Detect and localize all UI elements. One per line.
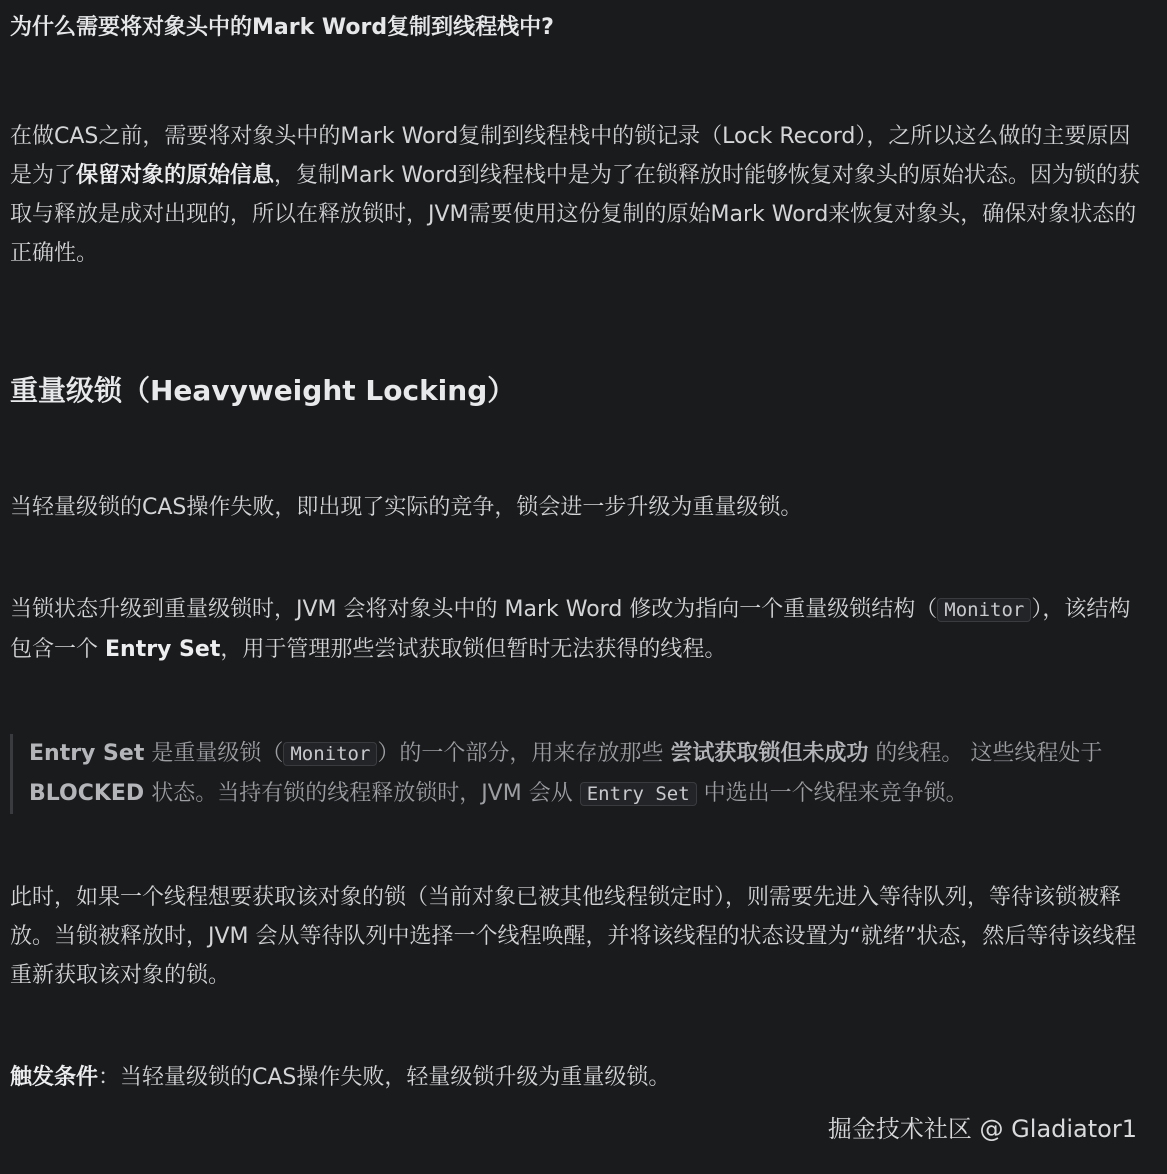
bold-text: 保留对象的原始信息 bbox=[76, 163, 275, 188]
bold-text: 触发条件 bbox=[10, 1065, 99, 1090]
paragraph-monitor-structure bbox=[10, 590, 1145, 669]
text-span: 状态。当持有锁的线程释放锁时，JVM 会从 bbox=[144, 781, 580, 806]
bold-text: 尝试获取锁但未成功 bbox=[670, 741, 869, 766]
bold-text: BLOCKED bbox=[29, 781, 145, 806]
text-span: ），该结构包含一个 bbox=[10, 597, 1131, 662]
text-span: 的线程。 这些线程处于 bbox=[868, 741, 1103, 766]
text-span: ：当轻量级锁的CAS操作失败，轻量级锁升级为重量级锁。 bbox=[98, 1065, 671, 1090]
paragraph-wait-queue: 此时，如果一个线程想要获取该对象的锁（当前对象已被其他线程锁定时），则需要先进入等待队列，等待该锁被释放。当锁被释放时，JVM 会从等待队列中选择一个线程唤醒，并将该线程的状态设置为“就绪”状态，然后等待该线程重新获取该对象的锁。 bbox=[10, 885, 1137, 988]
text-span: 中选出一个线程来竞争锁。 bbox=[696, 781, 968, 806]
text-span: ）的一个部分，用来存放那些 bbox=[377, 741, 671, 766]
inline-code-entry-set: Entry Set bbox=[580, 782, 697, 806]
text-span: ，用于管理那些尝试获取锁但暂时无法获得的线程。 bbox=[220, 637, 727, 662]
bold-text: Entry Set bbox=[105, 637, 221, 662]
inline-code-monitor: Monitor bbox=[937, 598, 1031, 622]
text-span: 当锁状态升级到重量级锁时，JVM 会将对象头中的 Mark Word 修改为指向一个重量级锁结构（ bbox=[10, 597, 938, 622]
text-span: ，复制Mark Word到线程栈中是为了在锁释放时能够恢复对象头的原始状态。因为锁的获取与释放是成对出现的，所以在释放锁时，JVM需要使用这份复制的原始Mark Word来恢复对象头，确保对象状态的正确性。 bbox=[10, 163, 1140, 266]
blockquote-entry-set bbox=[10, 734, 1145, 814]
section-heading-heavyweight-locking: 重量级锁（Heavyweight Locking） bbox=[10, 374, 516, 407]
paragraph-trigger-condition bbox=[10, 1058, 1145, 1097]
inline-code-monitor: Monitor bbox=[283, 742, 377, 766]
text-span: 是重量级锁（ bbox=[144, 741, 284, 766]
text-span: 在做CAS之前，需要将对象头中的Mark Word复制到线程栈中的锁记录（Lock Record），之所以这么做的主要原因是为了 bbox=[10, 124, 1131, 188]
paragraph-mark-word-reason bbox=[10, 117, 1145, 273]
watermark: 掘金技术社区 @ Gladiator1 bbox=[827, 1115, 1137, 1143]
section-heading-mark-word: 为什么需要将对象头中的Mark Word复制到线程栈中? bbox=[10, 15, 554, 40]
paragraph-cas-failure: 当轻量级锁的CAS操作失败，即出现了实际的竞争，锁会进一步升级为重量级锁。 bbox=[10, 495, 803, 520]
bold-text: Entry Set bbox=[29, 741, 145, 766]
